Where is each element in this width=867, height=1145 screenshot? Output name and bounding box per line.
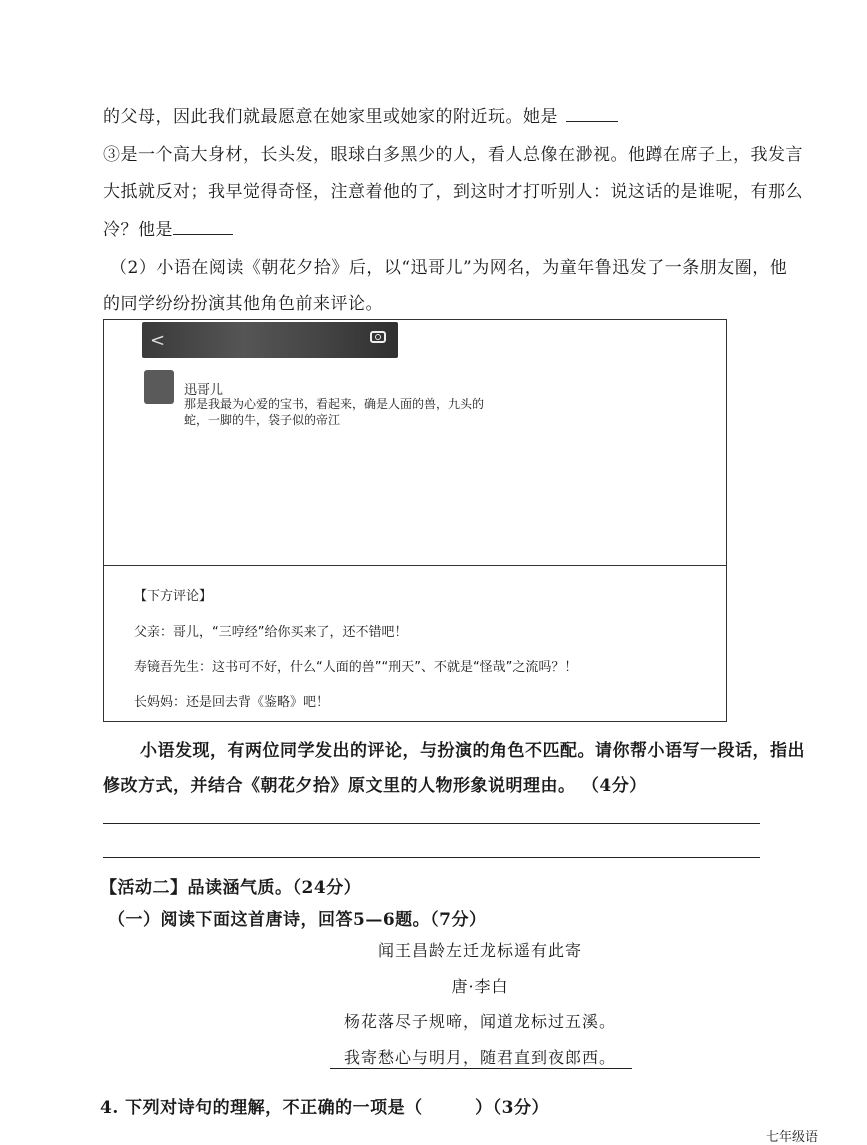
text-line-3: 大抵就反对；我早觉得奇怪，注意着他的了，到这时才打听别人：说这话的是谁呢，有那么 [103, 182, 803, 202]
question-2-line-2: 的同学纷纷扮演其他角色前来评论。 [103, 294, 383, 314]
activity-heading: 【活动二】品读涵气质。（24分） [100, 878, 362, 898]
task-line-2: 修改方式，并结合《朝花夕拾》原文里的人物形象说明理由。 （4分） [103, 776, 647, 796]
section-heading: （一）阅读下面这首唐诗，回答5—6题。（7分） [108, 910, 487, 930]
text-line-1-content: 的父母，因此我们就最愿意在她家里或她家的附近玩。她是 [103, 107, 558, 127]
poem-title: 闻王昌龄左迁龙标遥有此寄 [377, 941, 582, 960]
answer-blank-2[interactable] [173, 220, 233, 235]
footer-grade: 七年级语 [766, 1130, 819, 1145]
question-2-line-1: （2）小语在阅读《朝花夕拾》后，以“迅哥儿”为网名，为童年鲁迅发了一条朋友圈，他 [110, 258, 788, 278]
comments-title: 【下方评论】 [134, 589, 213, 604]
avatar [144, 370, 174, 404]
camera-icon[interactable] [370, 331, 386, 343]
moments-top-bar [142, 322, 398, 358]
comment-item: 长妈妈：还是回去背《鉴略》吧！ [134, 695, 330, 710]
text-line-4-content: 冷？他是 [103, 220, 173, 240]
poem-author: 唐·李白 [451, 977, 509, 996]
post-line-1: 那是我最为心爱的宝书，看起来，确是人面的兽，九头的 [184, 397, 485, 411]
moments-frame [103, 319, 727, 722]
frame-divider [104, 565, 726, 566]
answer-blank-1[interactable] [566, 107, 618, 122]
text-line-2: ③是一个高大身材，长头发，眼球白多黑少的人，看人总像在渺视。他蹲在席子上，我发言 [103, 145, 803, 165]
text-line-1 [103, 102, 618, 127]
poem-line-2: 我寄愁心与明月，随君直到夜郎西。 [343, 1048, 616, 1067]
answer-line-2[interactable] [103, 857, 760, 858]
task-line-1: 小语发现，有两位同学发出的评论，与扮演的角色不匹配。请你帮小语写一段话，指出 [140, 741, 805, 761]
post-username: 迅哥儿 [184, 383, 224, 398]
back-arrow-icon[interactable]: < [150, 330, 166, 351]
text-line-4 [103, 215, 233, 240]
poem-line-1: 杨花落尽子规啼，闻道龙标过五溪。 [343, 1012, 616, 1031]
answer-line-1[interactable] [103, 823, 760, 824]
post-content [184, 396, 484, 428]
poem-underline [330, 1068, 632, 1069]
post-line-2: 蛇，一脚的牛，袋子似的帝江 [184, 413, 341, 427]
comment-item: 父亲：哥儿，“三哼经”给你买来了，还不错吧！ [134, 625, 408, 640]
question-4: 4. 下列对诗句的理解，不正确的一项是（ ）（3分） [100, 1098, 549, 1118]
comment-item: 寿镜吾先生：这书可不好，什么“人面的兽”“刑天”、不就是“怪哉”之流吗？！ [134, 660, 578, 675]
